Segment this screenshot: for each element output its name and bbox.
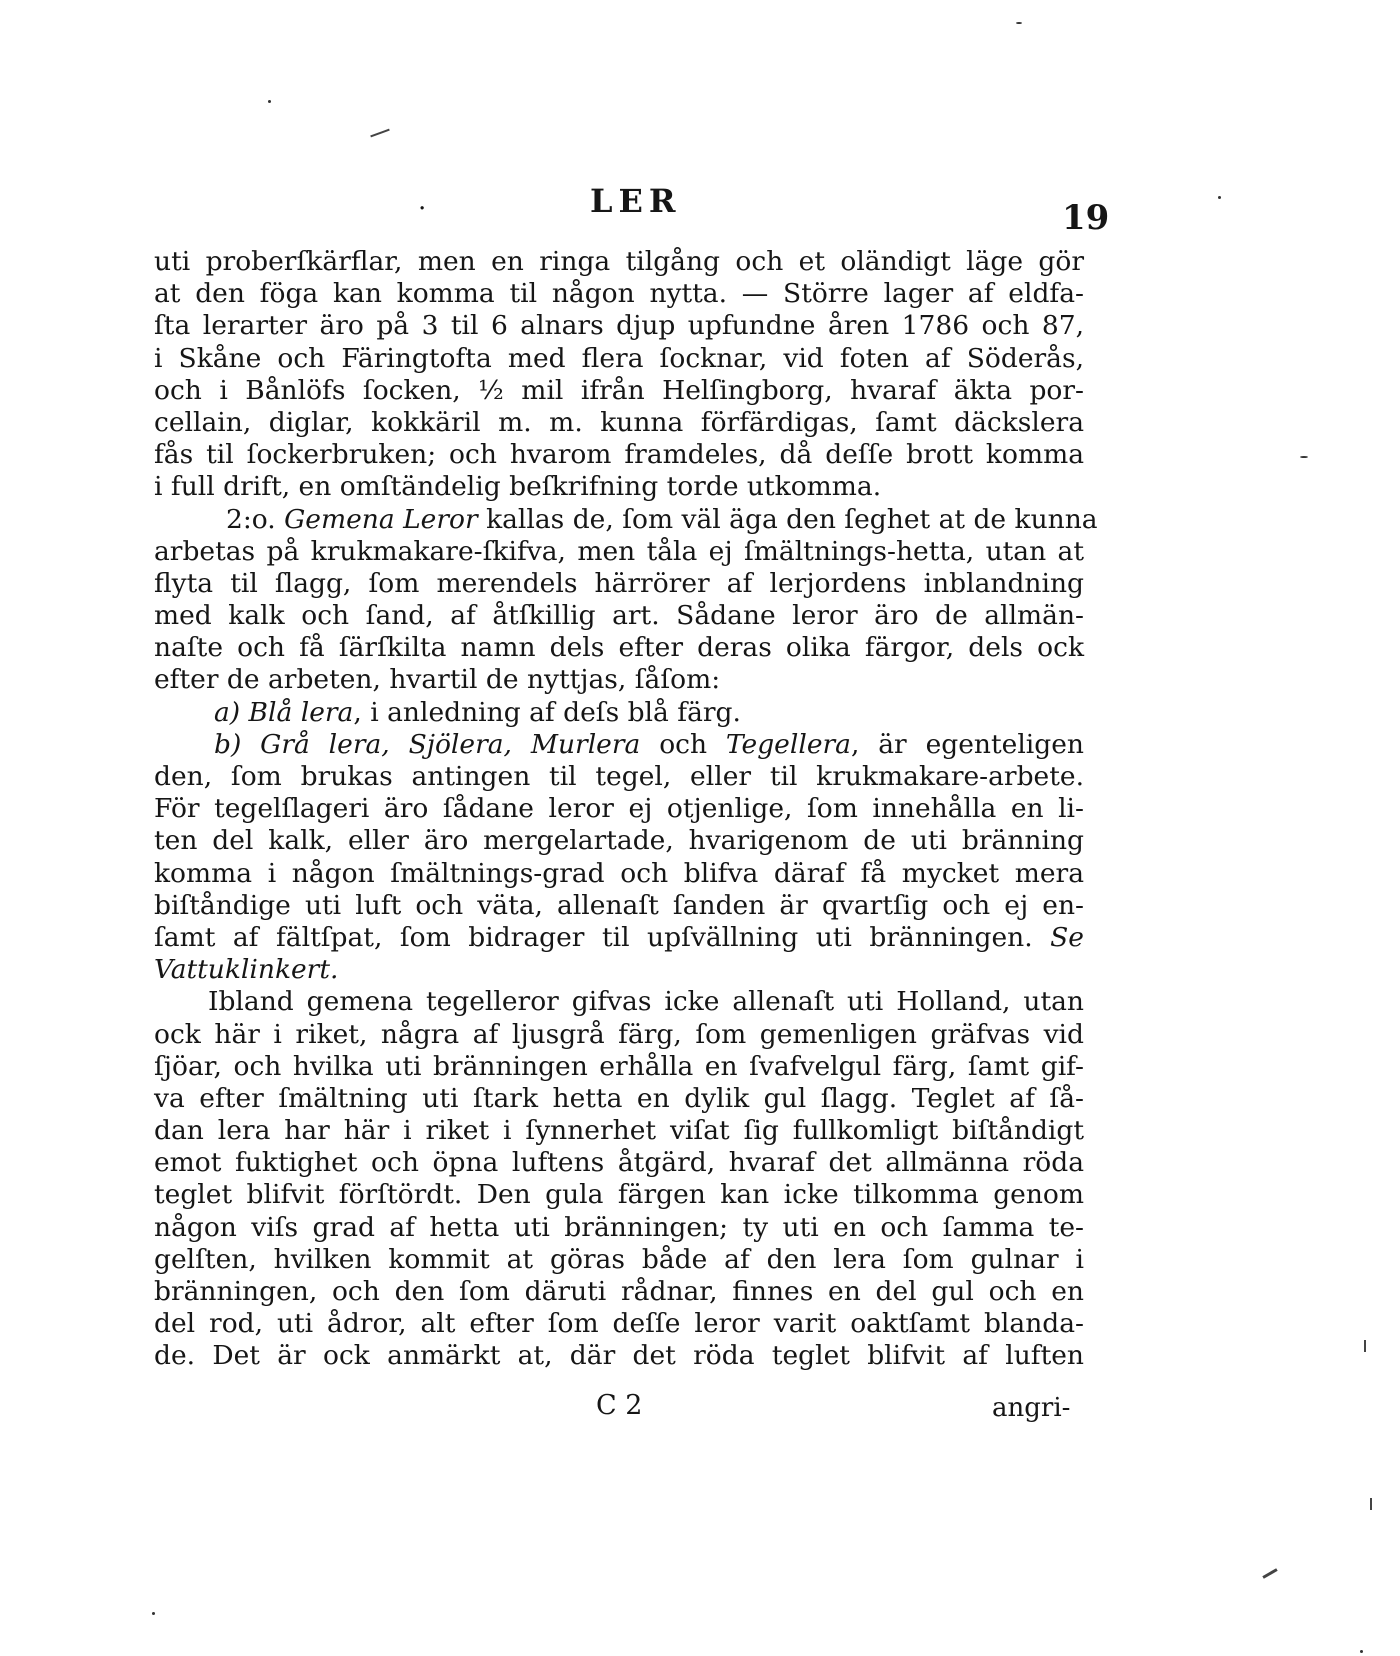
line-text: naſte och få ſärſkilta namn dels efter deras olika färgor, dels ock xyxy=(154,632,1084,664)
text-line xyxy=(154,439,1084,471)
text-line xyxy=(154,1019,1084,1051)
text-line xyxy=(154,825,1084,857)
text-line xyxy=(154,1051,1084,1083)
line-text: emot fuktighet och öpna luftens åtgärd, hvaraf det allmänna röda xyxy=(154,1147,1084,1179)
line-text: va efter ſmältning uti ſtark hetta en dylik gul ſlagg. Teglet af ſå- xyxy=(154,1082,1084,1114)
scan-speck xyxy=(1016,22,1022,24)
text-line xyxy=(154,503,1098,536)
text-line xyxy=(154,632,1084,664)
text-line xyxy=(154,729,1084,761)
text-line xyxy=(154,761,1084,793)
line-text: Ibland gemena tegelleror gifvas icke allenaſt uti Holland, utan xyxy=(208,986,1084,1018)
line-text: cellain, diglar, kokkäril m. m. kunna förfärdigas, ſamt däckslera xyxy=(154,406,1084,438)
text-line xyxy=(154,664,1084,696)
line-text: de. Det är ock anmärkt at, där det röda teglet blifvit af luften xyxy=(154,1340,1084,1372)
line-text: bränningen, och den ſom däruti rådnar, finnes en del gul och en xyxy=(154,1276,1084,1307)
text-line xyxy=(154,375,1084,407)
text-line xyxy=(154,697,1084,729)
italic-term: Tegellera xyxy=(725,728,851,760)
line-text: ten del kalk, eller äro mergelartade, hvarigenom de uti bränning xyxy=(154,825,1084,857)
text-line xyxy=(154,600,1084,632)
text-line xyxy=(154,986,1084,1018)
line-text: at den föga kan komma til någon nytta. — Större lager af eldfa- xyxy=(154,278,1084,310)
text-line xyxy=(154,1212,1084,1244)
italic-term: Gemena Leror xyxy=(284,503,478,535)
line-text: uti proberſkärflar, men en ringa tilgång och et oländigt läge gör xyxy=(154,246,1084,277)
line-text: ſta lerarter äro på 3 til 6 alnars djup upfundne åren 1786 och 87, xyxy=(154,310,1084,342)
text-line xyxy=(154,793,1084,825)
running-title: LER xyxy=(590,182,682,220)
page-number: 19 xyxy=(1062,198,1110,238)
text-line xyxy=(154,922,1084,954)
text-line xyxy=(154,1083,1084,1115)
line-text: , i anledning af deſs blå färg. xyxy=(353,696,741,728)
line-text: ock här i riket, några af ljusgrå färg, ſom gemenligen gräfvas vid xyxy=(154,1018,1084,1050)
line-text: den, ſom brukas antingen til tegel, eller til krukmakare-arbete. xyxy=(154,761,1084,792)
line-text: och i Bånlöfs ſocken, ½ mil ifrån Helſingborg, hvaraf äkta por- xyxy=(154,374,1084,406)
scan-mark xyxy=(1370,1498,1372,1510)
line-text: efter de arbeten, hvartil de nyttjas, ſåſom: xyxy=(154,664,721,696)
line-text: och xyxy=(640,728,726,760)
header-dot: . xyxy=(418,186,427,216)
text-line xyxy=(154,1179,1084,1211)
line-text: i Skåne och Färingtofta med flera ſocknar, vid foten af Söderås, xyxy=(154,342,1084,374)
line-text: arbetas på krukmakare-ſkifva, men tåla ej ſmältnings-hetta, utan at xyxy=(154,535,1084,567)
text-line xyxy=(154,568,1084,600)
line-text: ſjöar, och hvilka uti bränningen erhålla en ſvafvelgul färg, ſamt gif- xyxy=(154,1050,1084,1082)
line-text: fås til ſockerbruken; och hvarom framdeles, då deſſe brott komma xyxy=(154,439,1084,471)
line-text: För tegelſlageri äro ſådane leror ej otjenlige, ſom innehålla en li- xyxy=(154,793,1084,825)
italic-term: Se xyxy=(1050,921,1084,953)
line-text: , är egenteligen xyxy=(850,728,1084,760)
text-line xyxy=(154,858,1084,890)
line-text: gelſten, hvilken kommit at göras både af den lera ſom gulnar i xyxy=(154,1243,1084,1275)
text-line xyxy=(154,1244,1084,1276)
line-text: i full drift, en omſtändelig beſkrifning torde utkomma. xyxy=(154,471,882,503)
italic-term: a) Blå lera xyxy=(214,696,354,728)
italic-term: Vattuklinkert. xyxy=(154,954,339,986)
text-line xyxy=(154,536,1084,568)
text-line xyxy=(154,1340,1084,1372)
line-text: teglet blifvit förſtördt. Den gula färgen kan icke tilkomma genom xyxy=(154,1179,1084,1211)
catchword: angri- xyxy=(992,1393,1071,1423)
text-line xyxy=(154,471,1084,503)
text-line xyxy=(154,343,1084,375)
text-line xyxy=(154,246,1084,278)
scan-speck xyxy=(1300,456,1308,458)
text-line xyxy=(154,1308,1084,1340)
text-line xyxy=(154,278,1084,310)
line-text: dan lera har här i riket i ſynnerhet viſat ſig fullkomligt biſtåndigt xyxy=(154,1115,1084,1147)
scan-mark xyxy=(1262,1568,1277,1579)
scan-mark xyxy=(1364,1340,1366,1352)
text-line xyxy=(154,890,1084,922)
line-text: biſtåndige uti luft och väta, allenaſt ſanden är qvartſig och ej en- xyxy=(154,889,1084,921)
line-text: flyta til ſlagg, ſom merendels härrörer af lerjordens inblandning xyxy=(154,567,1084,599)
scan-speck xyxy=(1218,196,1221,199)
text-line xyxy=(154,310,1084,342)
line-text: del rod, uti ådror, alt efter ſom deſſe leror varit oaktſamt blanda- xyxy=(154,1308,1084,1340)
scan-mark xyxy=(370,129,389,138)
signature-mark: C 2 xyxy=(596,1390,643,1421)
line-text: ſamt af fältſpat, ſom bidrager til upſvällning uti bränningen. xyxy=(154,921,1051,953)
line-text: någon viſs grad af hetta uti bränningen; ty uti en och ſamma te- xyxy=(154,1211,1084,1243)
line-text: med kalk och ſand, af åtſkillig art. Sådane leror äro de allmän- xyxy=(154,600,1084,632)
text-line xyxy=(154,1276,1084,1308)
line-text: komma i någon ſmältnings-grad och blifva däraf få mycket mera xyxy=(154,857,1084,889)
italic-term: b) Grå lera, Sjölera, Murlera xyxy=(214,728,641,760)
line-text: kallas de, ſom väl äga den ſeghet at de kunna xyxy=(477,503,1098,535)
scan-speck xyxy=(1360,1650,1363,1653)
text-line xyxy=(154,407,1084,439)
text-line xyxy=(154,1147,1084,1179)
text-line xyxy=(154,1115,1084,1147)
line-text: 2:o. xyxy=(226,503,285,535)
scan-speck xyxy=(268,100,271,103)
body-text xyxy=(154,246,1098,1373)
scan-speck xyxy=(152,1612,155,1615)
text-line xyxy=(154,954,1084,986)
